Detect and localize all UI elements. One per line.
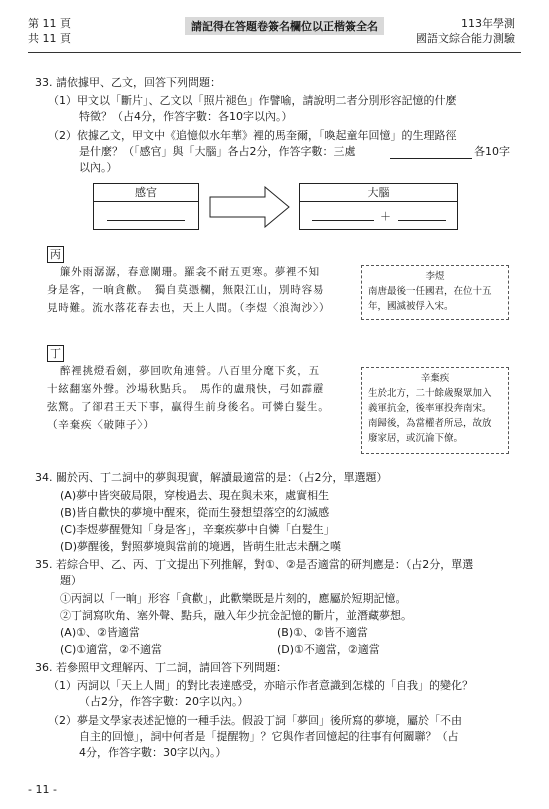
bing-poem-line-1: 簾外雨潺潺，春意闌珊。羅衾不耐五更寒。夢裡不知 — [60, 266, 320, 278]
q36-stem: 36. 若參照甲文理解丙、丁二詞，請回答下列問題： — [35, 661, 287, 674]
q33-part1-line2: 特徵？（占4分，作答字數：各10字以內。） — [79, 110, 293, 123]
li-yu-note — [361, 265, 509, 320]
ding-poem-line-3: 弦驚。了卻君王天下事，贏得生前身後名。可憐白髮生。 — [47, 401, 330, 413]
sense-answer-box — [93, 183, 199, 230]
signature-notice: 請記得在答題卷簽名欄位以正楷簽全名 — [185, 17, 384, 35]
xin-qiji-note-line-1: 生於北方，二十餘歲聚眾加入 — [368, 388, 492, 399]
bing-poem-line-2: 身是客，一晌貪歡。 獨自莫憑欄，無限江山，別時容易 — [47, 284, 325, 296]
page-number: 第 11 頁 — [28, 17, 71, 30]
xin-qiji-note-line-3: 南歸後，為當權者所忌，故放 — [368, 418, 492, 429]
q35-option-a[interactable]: (A)①、②皆適當 — [60, 626, 140, 639]
q33-part2-line2a: 是什麼？（「感官」與「大腦」各占2分，作答字數：三處 — [79, 145, 356, 158]
li-yu-note-title: 李煜 — [425, 271, 445, 282]
brain-answer-box — [299, 183, 458, 230]
q35-statement-2: ②丁詞寫吹角、塞外聲、點兵，融入年少抗金記憶的斷片，並潛藏夢想。 — [60, 609, 412, 622]
q33-part2-line1: （2）依據乙文，甲文中《追憶似水年華》裡的馬奎爾，「喚起童年回憶」的生理路徑 — [48, 129, 457, 142]
exam-year: 113年學測 — [461, 17, 515, 30]
brain-answer-blank-2[interactable] — [398, 220, 446, 221]
ding-poem-line-1: 醉裡挑燈看劍，夢回吹角連營。八百里分麾下炙，五 — [60, 365, 320, 377]
q33-part1-line1: （1）甲文以「斷片」、乙文以「照片褪色」作譬喻，請說明二者分別形容記憶的什麼 — [48, 94, 457, 107]
sense-box-label: 感官 — [94, 184, 198, 202]
q35-stem-line2: 題） — [60, 574, 82, 587]
footer-page-number: - 11 - — [28, 783, 57, 796]
section-tag-ding: 丁 — [47, 345, 64, 362]
q36-part2-line3: 4分，作答字數：30字以內。） — [79, 746, 227, 759]
q35-stem-line1: 35. 若綜合甲、乙、丙、丁文提出下列推解，對①、②是否適當的研判應是：（占2分，單選 — [35, 558, 474, 571]
xin-qiji-note-line-2: 義軍抗金，後率軍投奔南宋。 — [368, 403, 492, 414]
page-total: 共 11 頁 — [28, 32, 71, 45]
q34-option-a[interactable]: (A)夢中皆突破局限，穿梭過去、現在與未來，處實相生 — [60, 489, 330, 502]
li-yu-note-line-1: 南唐最後一任國君，在位十五 — [368, 286, 492, 297]
q33-stem: 33. 請依據甲、乙文，回答下列問題： — [35, 76, 221, 89]
brain-box-label: 大腦 — [300, 184, 457, 202]
q36-part1-line2: （占2分，作答字數：20字以內。） — [79, 695, 249, 708]
q33-part2-line2b: 各10字 — [474, 145, 510, 158]
plus-sign: ＋ — [380, 210, 391, 223]
brain-answer-blank-1[interactable] — [312, 220, 374, 221]
q35-option-c[interactable]: (C)①適當，②不適當 — [60, 643, 162, 656]
xin-qiji-note-line-4: 廢家居，或沉淪下僚。 — [368, 433, 464, 444]
q35-statement-1: ①丙詞以「一晌」形容「貪歡」，此歡樂既是片刻的，應屬於短期記憶。 — [60, 592, 407, 605]
ding-poem-line-2: 十絃翻塞外聲。沙場秋點兵。 馬作的盧飛快，弓如霹靂 — [47, 383, 325, 395]
q36-part2-line2: 自主的回憶」，詞中何者是「提醒物」？它與作者回憶起的往事有何關聯？（占 — [79, 730, 459, 743]
ding-poem-line-4: （辛棄疾〈破陣子〉） — [47, 419, 155, 431]
q36-part2-line1: （2）夢是文學家表述記憶的一種手法。假設丁詞「夢回」後所寫的夢境，屬於「不由 — [48, 714, 462, 727]
bing-poem-line-3: 見時難。流水落花春去也，天上人間。（李煜〈浪淘沙〉） — [47, 302, 331, 314]
xin-qiji-note — [361, 367, 509, 454]
q35-option-d[interactable]: (D)①不適當，②適當 — [277, 643, 380, 656]
arrow-right-icon — [209, 186, 291, 228]
header-divider — [28, 52, 521, 53]
exam-info — [416, 16, 515, 46]
q34-option-d[interactable]: (D)夢醒後，對照夢境與當前的境遇，皆萌生壯志未酬之嘆 — [60, 540, 342, 553]
q34-option-b[interactable]: (B)皆自歡快的夢境中醒來，從而生發想望落空的幻滅感 — [60, 506, 330, 519]
section-tag-bing: 丙 — [47, 246, 64, 263]
q34-stem: 34. 關於丙、丁二詞中的夢與現實，解讀最適當的是：（占2分，單選題） — [35, 471, 388, 484]
xin-qiji-note-title: 辛棄疾 — [420, 373, 450, 384]
q33-inline-blank[interactable] — [390, 158, 472, 159]
li-yu-note-line-2: 年，國滅被俘入宋。 — [368, 301, 454, 312]
sense-answer-blank[interactable] — [107, 220, 185, 221]
exam-subject: 國語文綜合能力測驗 — [416, 32, 515, 45]
q35-option-b[interactable]: (B)①、②皆不適當 — [277, 626, 368, 639]
page-number-block — [28, 16, 71, 46]
q36-part1-line1: （1）丙詞以「天上人間」的對比表達感受，亦暗示作者意識到怎樣的「自我」的變化？ — [48, 679, 473, 692]
q34-option-c[interactable]: (C)李煜夢醒覺知「身是客」，辛棄疾夢中自憐「白髮生」 — [60, 523, 335, 536]
q33-part2-line3: 以內。） — [79, 161, 118, 174]
